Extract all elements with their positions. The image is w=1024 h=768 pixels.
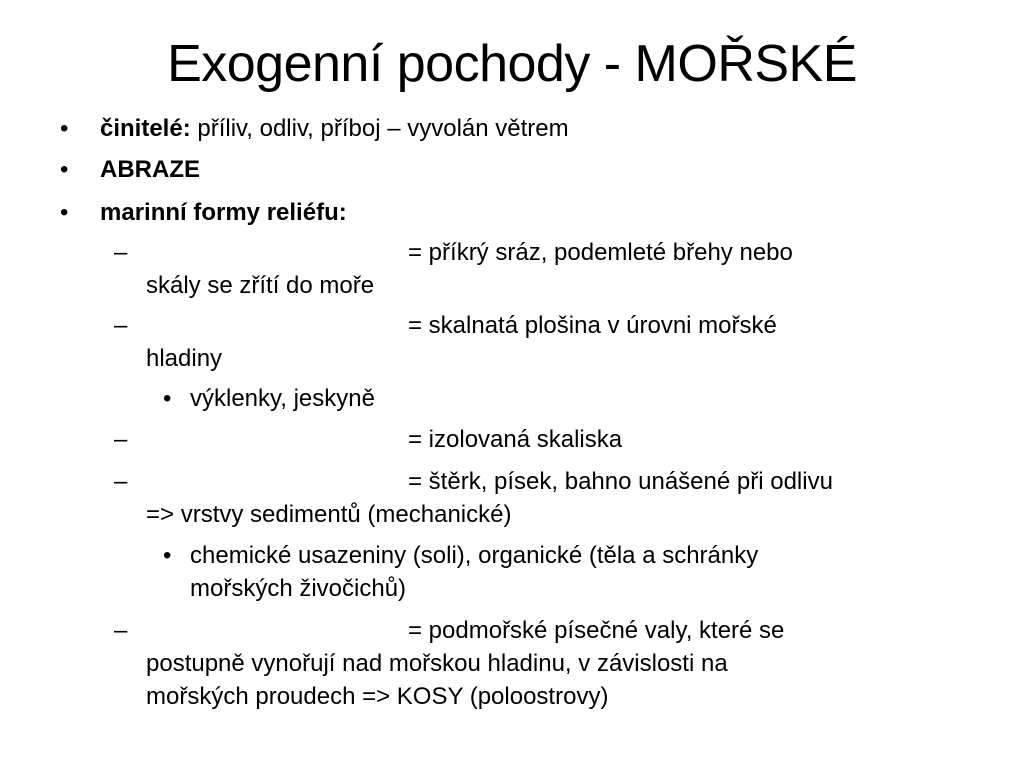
- form-subitem: výklenky, jeskyně: [190, 385, 375, 412]
- form-line: = štěrk, písek, bahno unášené při odlivu: [408, 468, 833, 495]
- form-subitem: [190, 539, 980, 605]
- list-item-factors: [100, 112, 980, 145]
- form-line: => vrstvy sedimentů (mechanické): [146, 501, 512, 528]
- form-line: = podmořské písečné valy, které se: [408, 617, 785, 644]
- bullet-icon: •: [60, 199, 69, 226]
- form-subline: mořských živočichů): [190, 575, 407, 602]
- list-item-abraze: ABRAZE: [100, 156, 200, 183]
- dash-icon: –: [114, 426, 128, 453]
- form-item-2: [146, 309, 976, 375]
- form-subline: chemické usazeniny (soli), organické (těla a schránky: [190, 542, 759, 569]
- form-line: hladiny: [146, 345, 223, 372]
- list-item-marine-forms: marinní formy reliéfu:: [100, 199, 347, 226]
- dash-icon: –: [114, 617, 128, 644]
- form-item-4: [146, 465, 976, 531]
- bullet-icon: •: [60, 156, 69, 183]
- form-item-1: [146, 236, 976, 302]
- form-item-3: [146, 423, 976, 456]
- dash-icon: –: [114, 312, 128, 339]
- bullet-icon: •: [163, 385, 172, 412]
- form-line: = skalnatá plošina v úrovni mořské: [408, 312, 777, 339]
- dash-icon: –: [114, 239, 128, 266]
- form-line: = příkrý sráz, podemleté břehy nebo: [408, 239, 793, 266]
- form-line: skály se zřítí do moře: [146, 272, 375, 299]
- form-line: mořských proudech => KOSY (poloostrovy): [146, 683, 609, 710]
- item-label: činitelé:: [100, 115, 191, 142]
- bullet-icon: •: [60, 115, 69, 142]
- slide-content: [0, 112, 1024, 752]
- slide-title: Exogenní pochody - MOŘSKÉ: [167, 35, 857, 93]
- item-text: příliv, odliv, příboj – vyvolán větrem: [190, 115, 569, 142]
- form-line: = izolovaná skaliska: [408, 426, 623, 453]
- form-line: postupně vynořují nad mořskou hladinu, v závislosti na: [146, 650, 728, 677]
- dash-icon: –: [114, 468, 128, 495]
- bullet-icon: •: [163, 542, 172, 569]
- form-item-5: [146, 614, 976, 713]
